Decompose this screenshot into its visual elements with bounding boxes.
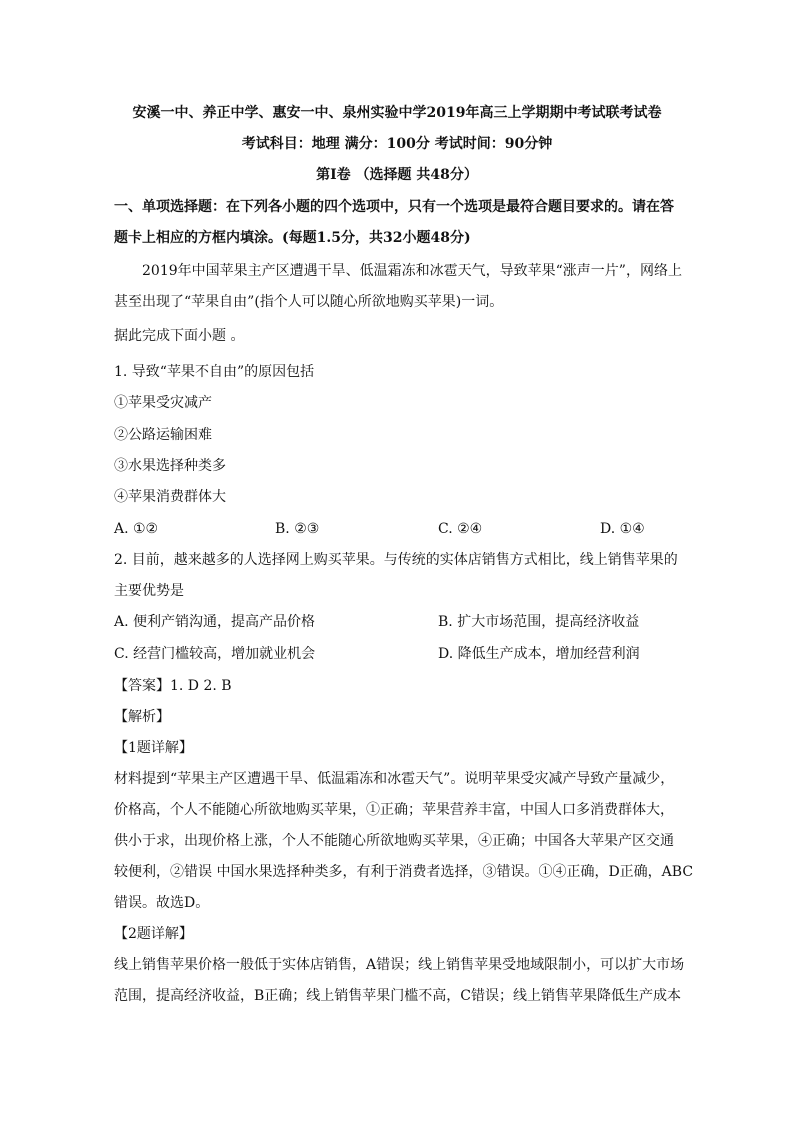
material-line2: 甚至出现了“苹果自由”(指个人可以随心所欲地购买苹果)一词。 <box>114 294 504 310</box>
q2-stem-line2: 主要优势是 <box>114 583 184 599</box>
q2-option-a: A. 便利产销沟通，提高产品价格 <box>114 614 316 630</box>
q1-option-d: D. ①④ <box>600 521 645 537</box>
q1-item-1: ①苹果受灾减产 <box>114 395 212 411</box>
detail-2-title: 【2题详解】 <box>114 926 193 942</box>
q1-stem: 1. 导致“苹果不自由”的原因包括 <box>114 364 315 380</box>
q2-option-d: D. 降低生产成本，增加经营利润 <box>438 646 640 662</box>
q1-option-c: C. ②④ <box>438 521 483 537</box>
q2-option-b: B. 扩大市场范围，提高经济收益 <box>438 614 640 630</box>
detail-1-line: 材料提到“苹果主产区遭遇干旱、低温霜冻和冰雹天气”。说明苹果受灾减产导致产量减少， <box>114 771 675 787</box>
material-line1: 2019年中国苹果主产区遭遇干旱、低温霜冻和冰雹天气，导致苹果“涨声一片”，网络上 <box>142 263 682 279</box>
detail-1-line: 较便利，②错误 中国水果选择种类多，有利于消费者选择，③错误。①④正确，D正确，ABC <box>114 864 694 880</box>
q1-option-a: A. ①② <box>114 521 159 537</box>
section-heading-line1: 一、单项选择题：在下列各小题的四个选项中，只有一个选项是最符合题目要求的。请在答 <box>114 199 674 215</box>
exam-title: 安溪一中、养正中学、惠安一中、泉州实验中学2019年高三上学期期中考试联考试卷 <box>132 105 662 121</box>
section-heading-line2: 题卡上相应的方框内填涂。(每题1.5分，共32小题48分) <box>114 230 471 246</box>
exam-info: 考试科目：地理 满分：100分 考试时间：90分钟 <box>241 136 553 152</box>
q1-item-2: ②公路运输困难 <box>114 427 212 443</box>
q2-stem-line1: 2. 目前，越来越多的人选择网上购买苹果。与传统的实体店销售方式相比，线上销售苹果的 <box>114 552 678 568</box>
volume-heading: 第Ⅰ卷 （选择题 共48分） <box>316 167 478 183</box>
q1-item-4: ④苹果消费群体大 <box>114 489 226 505</box>
detail-2-line: 线上销售苹果价格一般低于实体店销售，A错误；线上销售苹果受地域限制小，可以扩大市场 <box>114 957 685 973</box>
detail-1-line: 价格高，个人不能随心所欲地购买苹果，①正确；苹果营养丰富，中国人口多消费群体大， <box>114 802 674 818</box>
material-instruction: 据此完成下面小题 。 <box>114 328 245 344</box>
q1-item-3: ③水果选择种类多 <box>114 458 226 474</box>
detail-1-title: 【1题详解】 <box>114 740 193 756</box>
answer-label: 【答案】1. D 2. B <box>114 678 232 694</box>
q1-option-b: B. ②③ <box>275 521 320 537</box>
q2-option-c: C. 经营门槛较高，增加就业机会 <box>114 646 316 662</box>
detail-2-line: 范围，提高经济收益，B正确；线上销售苹果门槛不高，C错误；线上销售苹果降低生产成本 <box>114 988 681 1004</box>
detail-1-line: 错误。故选D。 <box>114 895 210 911</box>
detail-1-line: 供小于求，出现价格上涨，个人不能随心所欲地购买苹果，④正确；中国各大苹果产区交通 <box>114 833 674 849</box>
analysis-label: 【解析】 <box>114 709 170 725</box>
